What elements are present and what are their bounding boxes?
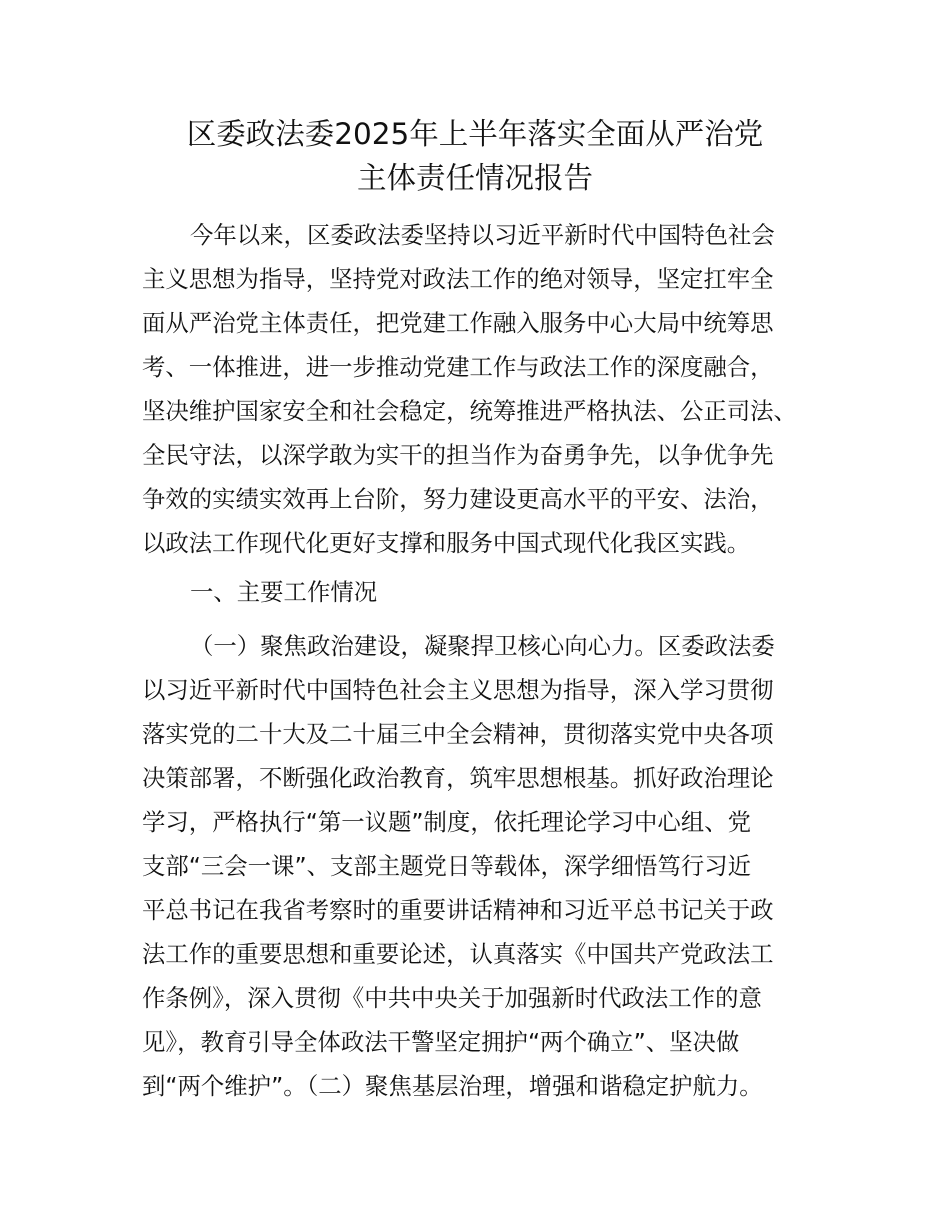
- paragraph-line: 坚决维护国家安全和社会稳定，统筹推进严格执法、公正司法、: [142, 397, 797, 425]
- paragraph-line: 平总书记在我省考察时的重要讲话精神和习近平总书记关于政: [142, 896, 774, 924]
- paragraph-line: 支部“三会一课”、支部主题党日等载体，深学细悟笃行习近: [142, 852, 751, 880]
- paragraph-line: 面从严治党主体责任，把党建工作融入服务中心大局中统筹思: [142, 309, 774, 337]
- paragraph-line: 学习，严格执行“第一议题”制度，依托理论学习中心组、党: [142, 808, 751, 836]
- paragraph-line: 决策部署，不断强化政治教育，筑牢思想根基。抓好政治理论: [142, 764, 774, 792]
- paragraph-line: 以习近平新时代中国特色社会主义思想为指导，深入学习贯彻: [142, 676, 774, 704]
- paragraph-line: 全民守法，以深学敢为实干的担当作为奋勇争先，以争优争先: [142, 441, 774, 469]
- paragraph-line: 法工作的重要思想和重要论述，认真落实《中国共产党政法工: [142, 940, 774, 968]
- section-heading: 一、主要工作情况: [190, 578, 378, 606]
- paragraph-line: 到“两个维护”。（二）聚焦基层治理，增强和谐稳定护航力。: [142, 1072, 763, 1100]
- paragraph-line: 落实党的二十大及二十届三中全会精神，贯彻落实党中央各项: [142, 720, 774, 748]
- paragraph-line: 作条例》，深入贯彻《中共中央关于加强新时代政法工作的意: [142, 984, 762, 1012]
- paragraph-line: 考、一体推进，进一步推动党建工作与政法工作的深度融合，: [142, 353, 774, 381]
- paragraph-line: 以政法工作现代化更好支撑和服务中国式现代化我区实践。: [142, 529, 751, 557]
- document-title-line-1: 区委政法委2025年上半年落实全面从严治党: [186, 117, 764, 151]
- document-title-line-2: 主体责任情况报告: [356, 161, 593, 195]
- paragraph-line: 争效的实绩实效再上台阶，努力建设更高水平的平安、法治，: [142, 485, 774, 513]
- paragraph-line: （一）聚焦政治建设，凝聚捍卫核心向心力。区委政法委: [190, 632, 775, 660]
- paragraph-line: 今年以来，区委政法委坚持以习近平新时代中国特色社会: [190, 221, 775, 249]
- paragraph-line: 见》，教育引导全体政法干警坚定拥护“两个确立”、坚决做: [142, 1028, 740, 1056]
- paragraph-line: 主义思想为指导，坚持党对政法工作的绝对领导，坚定扛牢全: [142, 265, 774, 293]
